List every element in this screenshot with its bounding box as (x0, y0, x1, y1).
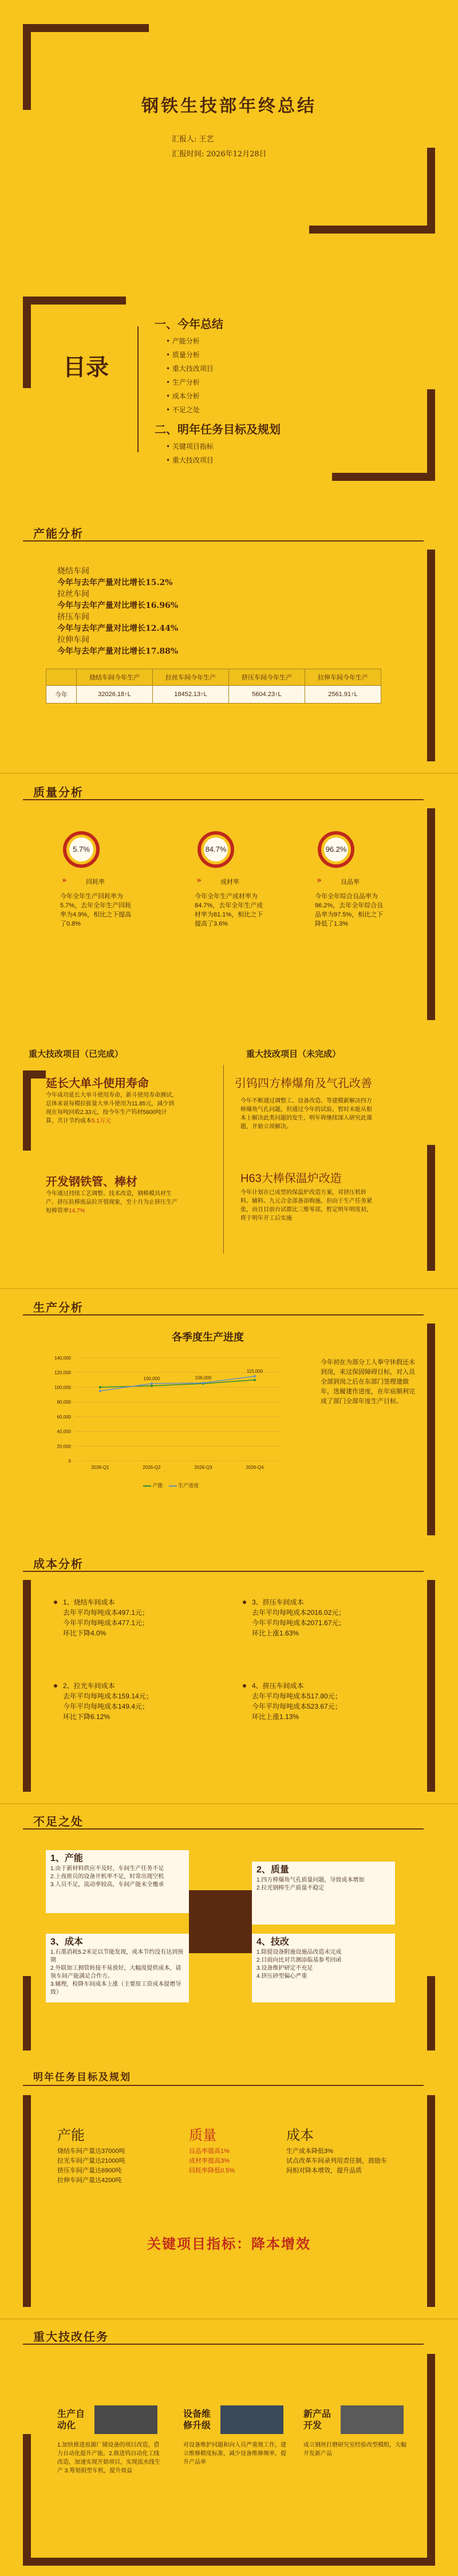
factory-icon (94, 2405, 157, 2434)
cost-line: 今年平均每吨成本523.67元； (252, 1702, 342, 1710)
arrow-icon: » (196, 876, 202, 885)
shortfall-box (252, 1934, 395, 2002)
toc-heading: 目录 (63, 354, 109, 381)
cost-line: 今年平均每吨成本2071.67元； (252, 1619, 346, 1627)
toc-part1-list (166, 334, 214, 417)
projects-left-heading: 重大技改项目（已完成） (29, 1049, 124, 1059)
cost-line: 环比下降6.12% (63, 1713, 110, 1721)
project-title: H63大棒保温炉改造 (240, 1172, 342, 1185)
cost-heading: 成本分析 (33, 1557, 84, 1571)
cost-line: 今年平均每吨成本477.1元； (63, 1619, 149, 1627)
legend-swatch-2 (169, 1485, 177, 1487)
chart-lines (99, 1375, 256, 1392)
shortfall-box (252, 1862, 395, 1925)
toc-item: • 生产分析 (166, 378, 200, 386)
product-icon (341, 2405, 404, 2434)
table-header (46, 669, 77, 686)
heading-underline (23, 540, 424, 542)
y-tick-label: 140,000 (54, 1356, 71, 1361)
data-point (202, 1382, 204, 1384)
project-body: 今年成功延长大单斗使用寿命，新斗使用寿命测试，总体来说每模拉拔量大单斗使用为11.85元，减少到现在每吨回收2.33元，按今年生产钨材5600吨计算，共计节约成本 (46, 1092, 177, 1124)
shortfall-line: 3.辅理，检降车间成本上涨（主要原工资成本提增导致） (50, 1981, 181, 1996)
arrow-icon: » (62, 876, 67, 885)
toc-corner-h2 (332, 473, 435, 481)
slide-future (0, 2320, 458, 2576)
right-bar (427, 2354, 435, 2566)
target-line: 成材率提高3% (189, 2158, 230, 2164)
workshop-growth: 今年与去年产量对比增长12.44% (57, 624, 179, 633)
heading-underline (23, 799, 424, 800)
data-label: 100,000 (143, 1376, 160, 1381)
target-col-lines (189, 2147, 235, 2176)
cost-block-title: 3、挤压车间成本 (252, 1598, 304, 1606)
series-line (100, 1376, 255, 1391)
heading-underline (23, 1828, 424, 1830)
target-line: 挤压车间产量达6900吨 (57, 2167, 122, 2174)
y-tick-label: 60,000 (57, 1414, 71, 1420)
y-tick-label: 100,000 (54, 1385, 71, 1390)
data-label: 115,000 (246, 1369, 263, 1374)
data-point (254, 1375, 256, 1377)
project-text: 今年计划在已成型的保温炉改造方案，对挤压机转料、辅料、九元合金部备添购施。但由于生产任务紧张，而且目前台试都比三维零部，暂定明年明度初，将于明年开工后实施 (240, 1190, 372, 1222)
cost-line: 环比上涨1.13% (252, 1713, 299, 1721)
shortfall-line: 3.设备维护研定不充足 (256, 1965, 313, 1971)
slide-cost (0, 1546, 458, 1803)
data-point (99, 1386, 101, 1388)
cost-line: 去年平均每吨成本517.80元； (252, 1692, 342, 1700)
right-bar (427, 550, 435, 761)
shortfall-heading: 不足之处 (33, 1815, 84, 1828)
quality-heading: 质量分析 (33, 785, 84, 799)
data-point (151, 1382, 153, 1385)
quality-text: 今年全年生产回耗率为5.7%，去年全年生产回耗率为4.9%，相比之下提高了0.8% (60, 893, 132, 927)
card-text: 对设备维护问题和向人员严重规工作，建立维修精度标准，减少设备维修频率，提升产品率 (183, 2442, 286, 2466)
y-tick-label: 40,000 (57, 1429, 71, 1435)
toc-item: • 关键项目指标 (166, 442, 214, 451)
target-line: 生产成本降低3% (286, 2148, 333, 2155)
slide-targets (0, 2061, 458, 2318)
workshop-name: 拉伸车间 (57, 635, 89, 645)
project-title: 延长大单斗使用寿命 (46, 1077, 149, 1090)
workshop-name: 烧结车间 (57, 567, 89, 576)
workshop-growth: 今年与去年产量对比增长15.2% (57, 578, 173, 587)
bullet-dot (54, 1601, 57, 1604)
target-col-lines (286, 2147, 389, 2176)
quality-pct: 84.7% (205, 845, 227, 854)
left-bar-h (23, 1070, 46, 1078)
workshop-growth: 今年与去年产量对比增长17.88% (57, 647, 179, 656)
targets-heading: 明年任务目标及规划 (33, 2072, 131, 2083)
future-card (57, 2405, 160, 2475)
toc-corner-h (23, 297, 126, 305)
center-block (189, 1890, 252, 1953)
cost-line: 去年平均每吨成本2016.02元； (252, 1609, 346, 1617)
right-bar (427, 808, 435, 1020)
production-chart (40, 1346, 292, 1478)
toc-item-text: 质量分析 (172, 351, 200, 359)
toc-item: • 不足之处 (166, 406, 200, 414)
future-heading: 重大技改任务 (33, 2330, 109, 2344)
corner-bottom-right (309, 226, 435, 234)
left-bar (23, 1070, 31, 1151)
toc-item-text: 关键项目指标 (172, 442, 214, 451)
card-text: 1.加快推进原源厂储设备的项目改造，借力自动化提升产能。2.推进钨自动化工线改造，加速实现开始项目，实现流水线生产 3.筹划捐型车机，提升效益 (57, 2442, 160, 2474)
toc-item: • 成本分析 (166, 392, 200, 400)
shortfall-line: 3.人员不足，流动率较高，车间产能未全覆承 (50, 1882, 164, 1888)
y-tick-label: 0 (68, 1459, 71, 1464)
project-title: 开发钢铁管、棒材 (46, 1176, 137, 1188)
cost-line: 环比上涨1.63% (252, 1629, 299, 1637)
shortfall-line: 1.由于新材料供应不及时，车间生产任务不足 (50, 1866, 164, 1872)
legend-swatch-1 (143, 1485, 151, 1487)
cost-line: 今年平均每吨成本149.4元； (63, 1702, 149, 1710)
cover-title: 钢铁生技部年终总结 (141, 96, 317, 116)
table-cell: 18452.13↑L (153, 686, 229, 704)
target-line: 良品率提高1% (189, 2148, 230, 2155)
arrow-icon: » (317, 876, 322, 885)
bullet-dot (54, 1684, 57, 1688)
slide-capacity (0, 515, 458, 773)
toc-item-text: 不足之处 (172, 406, 200, 414)
quality-label: 回耗率 (86, 879, 105, 886)
table-header: 烧结车间今年生产 (77, 669, 153, 686)
left-bar (23, 2095, 31, 2307)
legend-label-1: 产能 (152, 1483, 163, 1488)
data-point (151, 1385, 153, 1387)
project-highlight: 5.1万元 (92, 1118, 111, 1124)
table-row (46, 686, 381, 704)
project-text: 今年不断通过调整工、设备改造、等建模新解决四方棒爆角气孔问题，但通过今年的试验，暂时未能从根本上解决此类问题的发生，明年将继续深入研究此课题，开始立项解决。 (240, 1098, 372, 1130)
data-point (254, 1379, 256, 1381)
table-header: 拉丝车间今年生产 (153, 669, 229, 686)
heading-underline (23, 2085, 424, 2086)
table-header-row (46, 669, 381, 686)
target-line: 烧结车间产量达37000吨 (57, 2148, 125, 2155)
corner-bottom-right-v (427, 148, 435, 234)
project-highlight: 14.7% (69, 1208, 85, 1214)
y-tick-label: 20,000 (57, 1444, 71, 1449)
toc-item-text: 重大技改项目 (172, 456, 214, 464)
quality-text: 今年全年生产成材率为84.7%，去年全年生产成材率为81.1%，相比之下提高了3.6% (195, 893, 263, 927)
target-line: 回耗率降低0.5% (189, 2167, 235, 2174)
capacity-table (46, 669, 381, 704)
bullet-dot (243, 1684, 246, 1688)
shortfall-line: 2.拉光钢棒生产质量不稳定 (256, 1885, 325, 1891)
project-title: 引钨四方棒爆角及气孔改善 (235, 1077, 372, 1090)
target-line: 试点改革车间录列用责任制，鼓励车间相对降本增效，提升品质 (286, 2158, 387, 2174)
cost-block (252, 1681, 378, 1722)
future-card (303, 2405, 406, 2458)
toc-corner-v (23, 297, 31, 388)
quality-pct: 5.7% (73, 845, 90, 854)
x-tick-label: 2026-Q4 (246, 1465, 264, 1470)
future-card (183, 2405, 286, 2467)
slide-toc (0, 258, 458, 515)
right-bar (427, 1580, 435, 1792)
project-text (46, 1190, 177, 1215)
toc-corner-v2 (427, 389, 435, 481)
corner-bottom-right (427, 1976, 435, 2050)
cost-block (252, 1597, 378, 1638)
x-tick-label: 2026-Q2 (143, 1465, 161, 1470)
chart-title: 各季度生产进度 (172, 1332, 244, 1344)
shortfall-line: 2.目前向比对共测添临基参考回函 (256, 1957, 342, 1963)
toc-item-text: 产能分析 (172, 337, 200, 345)
data-label: 106,000 (195, 1375, 212, 1381)
projects-right-heading: 重大技改项目（未完成） (246, 1049, 341, 1059)
cost-line: 去年平均每吨成本159.14元； (63, 1692, 153, 1700)
project-body: 今年通过持续工艺调整、技术改造，钢棒模具材生产、挤压抗棒废品拉开裂现象，至十月为止挤压生产短棒管率 (46, 1191, 177, 1214)
slide-quality (0, 774, 458, 1030)
column-divider (223, 1065, 224, 1254)
workshop-growth: 今年与去年产量对比增长16.96% (57, 601, 179, 610)
toc-item-text: 生产分析 (172, 378, 200, 386)
quality-text: 今年全年综合良品率为96.2%，去年全年综合良品率为97.5%，相比之下降低了1.3% (315, 893, 384, 927)
cost-line: 环比下降4.0% (63, 1629, 106, 1637)
chart-labels (144, 1369, 263, 1381)
cost-line: 去年平均每吨成本497.1元； (63, 1609, 149, 1617)
card-title: 新产品开发 (303, 2408, 331, 2431)
heading-underline (23, 2344, 424, 2345)
y-tick-label: 120,000 (54, 1370, 71, 1376)
x-tick-label: 2026-Q3 (194, 1465, 212, 1470)
shortfall-title: 2、质量 (256, 1865, 289, 1875)
toc-item-text: 重大技改项目 (172, 365, 214, 373)
target-line: 拉光车间产量达21000吨 (57, 2158, 125, 2164)
toc-item-text: 成本分析 (172, 392, 200, 400)
production-heading: 生产分析 (33, 1301, 84, 1314)
legend-label-2: 生产进度 (178, 1483, 199, 1488)
cost-block (63, 1681, 189, 1722)
chart-legend (143, 1481, 199, 1489)
project-text (46, 1091, 177, 1125)
toc-divider (137, 326, 139, 452)
cost-block (63, 1597, 189, 1638)
production-note (321, 1358, 418, 1406)
left-bar (23, 2434, 31, 2566)
slide-shortfall (0, 1804, 458, 2061)
corner-top-left (23, 24, 149, 32)
shortfall-line: 1.四方棒爆角气孔质量问题，导致成本增加 (256, 1877, 365, 1883)
cover-reporter: 汇报人: 王艺 (172, 135, 214, 144)
x-tick-label: 2026-Q1 (91, 1465, 109, 1470)
shortfall-box (46, 1934, 189, 2002)
cost-block-title: 1、烧结车间成本 (63, 1598, 115, 1606)
slide-production (0, 1289, 458, 1546)
bottom-bar (23, 2558, 435, 2566)
production-note-text: 今年初在为部分工人奉守休假还未到岗，来这保固障碍目标，对入员全部到岗之后在东部门签理建做年，迭履建作进度，在年底顺利完成了部门全部年度生产目标。 (321, 1359, 415, 1405)
toc-part1: 一、今年总结 (155, 317, 223, 331)
heading-underline (23, 1571, 424, 1572)
table-header: 拉伸车间今年生产 (305, 669, 381, 686)
right-bar (427, 1145, 435, 1271)
table-cell: 2561.91↑L (305, 686, 381, 704)
cover-date: 汇报时间: 2026年12月28日 (172, 150, 267, 159)
corner-bottom-left (23, 1976, 31, 2050)
workshop-name: 拉丝车间 (57, 590, 89, 599)
heading-underline (23, 1314, 424, 1315)
target-line: 拉伸车间产量达4200吨 (57, 2177, 122, 2184)
cost-block-title: 2、拉光车间成本 (63, 1682, 115, 1690)
shortfall-line: 1.石墨消耗5.2米足以节能发现，成本节约没有达到预期 (50, 1949, 184, 1963)
cost-block-title: 4、拼压车间成本 (252, 1682, 304, 1690)
table-cell: 32026.18↑L (77, 686, 153, 704)
key-indicator: 关键项目指标：降本增效 (147, 2235, 311, 2252)
machine-icon (220, 2405, 283, 2434)
table-cell: 5604.23↑L (229, 686, 305, 704)
table-header: 挤压车间今年生产 (229, 669, 305, 686)
toc-part2: 二、明年任务目标及规划 (155, 422, 281, 436)
capacity-heading: 产能分析 (33, 527, 84, 540)
shortfall-box (46, 1850, 189, 1913)
workshop-name: 挤压车间 (57, 613, 89, 622)
toc-part2-list (166, 440, 214, 467)
data-point (99, 1390, 101, 1392)
toc-item: • 重大技改项目 (166, 456, 214, 464)
quality-label: 良品率 (341, 879, 360, 886)
target-col-title: 质量 (189, 2128, 216, 2143)
slide-projects (0, 1030, 458, 1288)
target-col-title: 产能 (57, 2128, 85, 2143)
left-bar (23, 1580, 31, 1792)
card-title: 生产自动化 (57, 2408, 85, 2431)
shortfall-line: 1.除提设备附施设施品改造未完成 (256, 1949, 342, 1955)
shortfall-title: 1、产能 (50, 1854, 83, 1863)
card-title: 设备维修升级 (183, 2408, 211, 2431)
shortfall-line: 2.外联加工拥管转接不易放好，大幅度提供成本，请领车间产能满足合作方。 (50, 1965, 181, 1980)
slide-cover (0, 0, 458, 258)
capacity-lines (57, 566, 178, 657)
shortfall-line: 4.挤压砂型偏心严重 (256, 1973, 307, 1980)
right-bar (427, 1323, 435, 1535)
target-col-lines (57, 2147, 125, 2186)
shortfall-title: 3、成本 (50, 1937, 83, 1947)
table-cell: 今年 (46, 686, 77, 704)
card-text: 成立钢丝打磨研究室经验改型模组，大幅开发新产品 (303, 2442, 406, 2457)
target-col-title: 成本 (286, 2128, 314, 2143)
shortfall-title: 4、技改 (256, 1937, 289, 1947)
bullet-dot (243, 1601, 246, 1604)
quality-pct: 96.2% (325, 845, 347, 854)
quality-label: 成材率 (220, 879, 239, 886)
toc-item: • 质量分析 (166, 351, 200, 359)
shortfall-line: 2.上夜班员的设备开机率不足，时常出现空机 (50, 1874, 164, 1880)
toc-item: • 产能分析 (166, 337, 200, 345)
toc-item: • 重大技改项目 (166, 365, 214, 373)
right-bar (427, 2095, 435, 2307)
y-tick-label: 80,000 (57, 1400, 71, 1405)
